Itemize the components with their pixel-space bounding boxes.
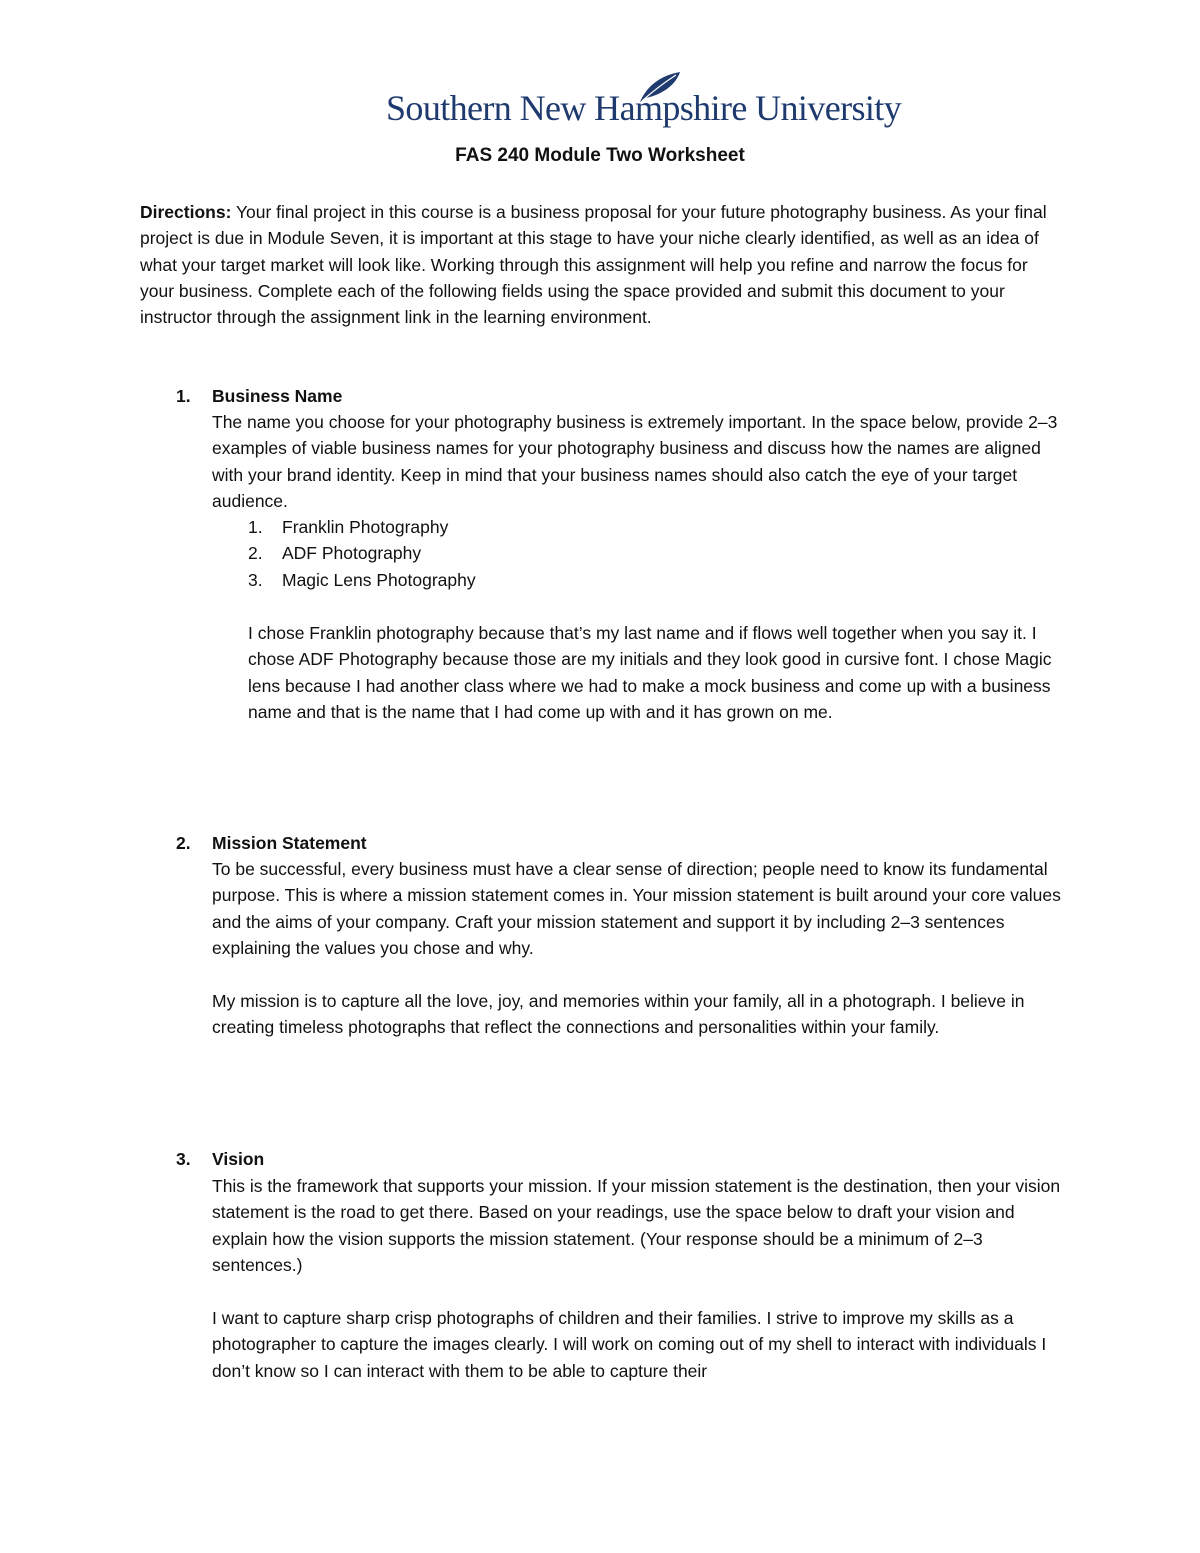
section-1-prompt: The name you choose for your photography business is extremely important. In the space below, provide 2–3 examples of viable business names for your photography business and discuss how the names are aligned with your brand identity. Keep in mind that your business names should also catch the eye of your target audience. xyxy=(212,412,1058,511)
list-item-number: 1. xyxy=(248,517,263,537)
section-1-number: 1. xyxy=(176,386,191,406)
university-logo xyxy=(386,70,902,134)
list-item-text: ADF Photography xyxy=(282,543,422,564)
directions-paragraph xyxy=(140,199,1060,330)
list-item-number: 2. xyxy=(248,543,263,564)
directions-label: Directions: xyxy=(140,202,232,222)
list-item xyxy=(248,567,476,593)
list-item-number: 3. xyxy=(248,569,263,590)
section-3-number: 3. xyxy=(176,1149,191,1169)
section-2-number: 2. xyxy=(176,833,191,853)
leaf-icon xyxy=(636,70,682,104)
business-name-options xyxy=(248,514,476,593)
section-2-answer: My mission is to capture all the love, joy, and memories within your family, all in a photograph. I believe in creating timeless photographs that reflect the connections and personalities within your family. xyxy=(212,991,1025,1038)
section-3-answer: I want to capture sharp crisp photographs of children and their families. I strive to improve my skills as a photographer to capture the images clearly. I will work on coming out of my shell to interact with individuals I don’t know so I can interact with them to be able to capture their xyxy=(212,1308,1047,1381)
list-item xyxy=(248,540,476,566)
list-item-text: Magic Lens Photography xyxy=(282,569,476,590)
directions-text: Your final project in this course is a business proposal for your future photography business. As your final project is due in Module Seven, it is important at this stage to have your niche clearly identified, as well as an idea of what your target market will look like. Working through this assignment will help you refine and narrow the focus for your business. Complete each of the following fields using the space provided and submit this document to your instructor through the assignment link in the learning environment. xyxy=(140,202,1047,328)
section-3-prompt: This is the framework that supports your mission. If your mission statement is the destination, then your vision statement is the road to get there. Based on your readings, use the space below to draft your vision and explain how the vision supports the mission statement. (Your response should be a minimum of 2–3 sentences.) xyxy=(212,1176,1061,1275)
university-name: Southern New Hampshire University xyxy=(386,88,902,128)
section-2-prompt: To be successful, every business must have a clear sense of direction; people need to know its fundamental purpose. This is where a mission statement comes in. Your mission statement is built around your core values and the aims of your company. Craft your mission statement and support it by including 2–3 sentences explaining the values you chose and why. xyxy=(212,859,1061,958)
section-3-heading: Vision xyxy=(212,1149,265,1169)
document-title: FAS 240 Module Two Worksheet xyxy=(455,145,745,166)
section-1-heading: Business Name xyxy=(212,386,343,406)
list-item xyxy=(248,514,476,540)
section-2-heading: Mission Statement xyxy=(212,833,367,853)
section-1-answer: I chose Franklin photography because that’s my last name and if flows well together when you say it. I chose ADF Photography because those are my initials and they look good in cursive font. I chose Magic lens because I had another class where we had to make a mock business and come up with a business name and that is the name that I had come up with and it has grown on me. xyxy=(248,623,1052,722)
list-item-text: Franklin Photography xyxy=(282,517,449,537)
